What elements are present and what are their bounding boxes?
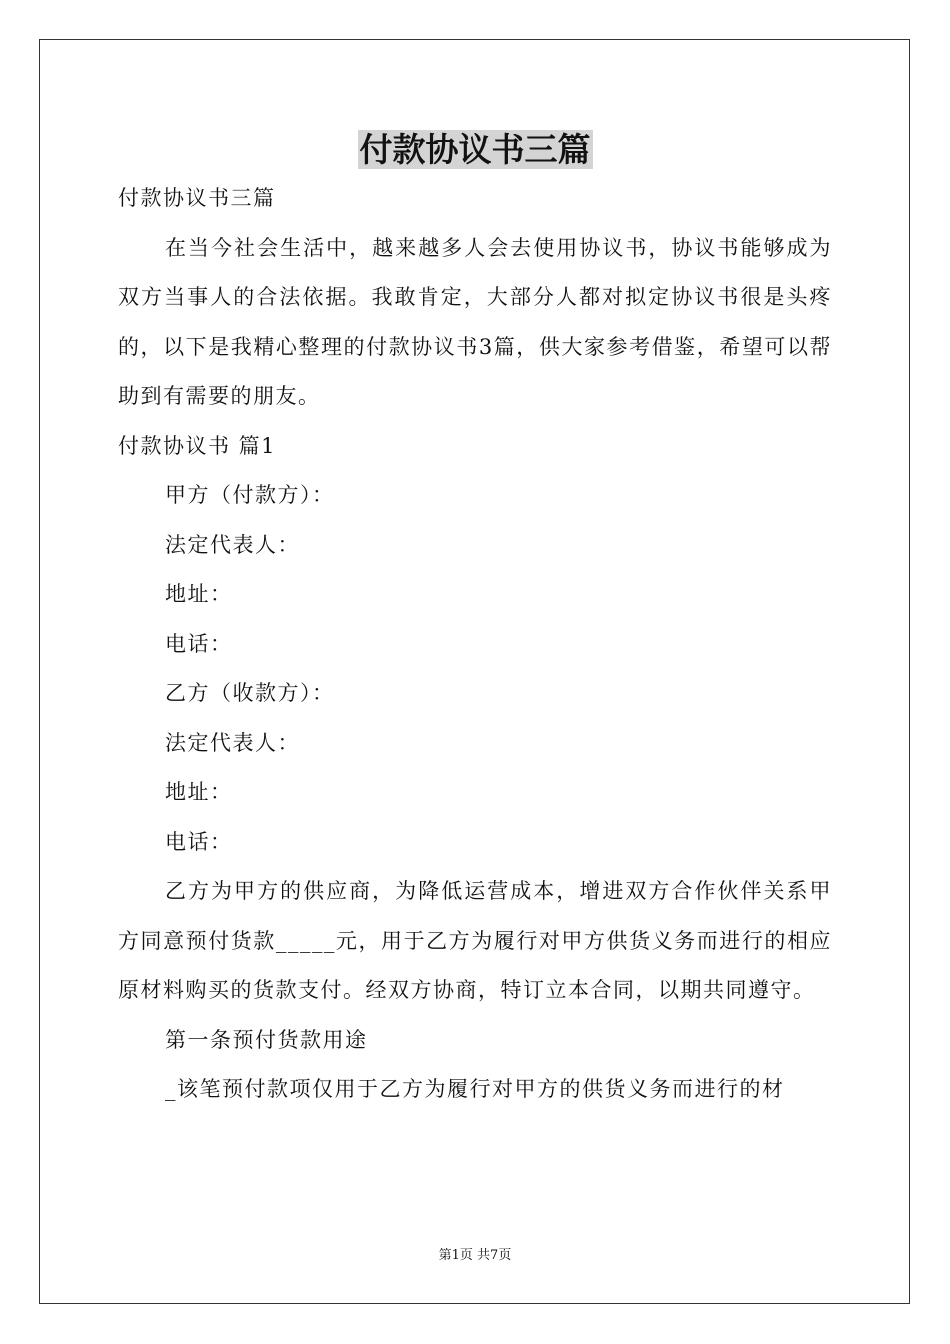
paragraph: 付款协议书三篇 [118, 186, 276, 210]
paragraph: 地址： [165, 582, 233, 606]
paragraph: 乙方为甲方的供应商，为降低运营成本，增进双方合作伙伴关系甲方同意预付货款_____元，用于乙方为履行对甲方供货义务而进行的相应原材料购买的货款支付。经双方协商，特订立本合同，以期共同遵守。 [118, 879, 832, 1002]
paragraph: 在当今社会生活中，越来越多人会去使用协议书，协议书能够成为双方当事人的合法依据。我敢肯定，大部分人都对拟定协议书很是头疼的，以下是我精心整理的付款协议书3篇，供大家参考借鉴，希望可以帮助到有需要的朋友。 [118, 235, 832, 408]
paragraph: 第一条预付货款用途 [165, 1027, 368, 1052]
document-title [0, 126, 950, 174]
paragraph: 乙方（收款方）： [165, 681, 335, 705]
paragraph: 电话： [165, 829, 233, 854]
paragraph: 甲方（付款方）： [165, 483, 335, 507]
paragraph: 电话： [165, 631, 233, 656]
section-heading: 付款协议书 篇1 [118, 433, 277, 458]
paragraph: 地址： [165, 780, 233, 804]
document-body [118, 174, 832, 1115]
paragraph: _该笔预付款项仅用于乙方为履行对甲方的供货义务而进行的材 [165, 1077, 785, 1101]
page-footer: 第1页 共7页 [438, 1248, 512, 1263]
paragraph: 法定代表人： [165, 730, 300, 755]
paragraph: 法定代表人： [165, 532, 300, 557]
document-title-text: 付款协议书三篇 [359, 130, 591, 169]
